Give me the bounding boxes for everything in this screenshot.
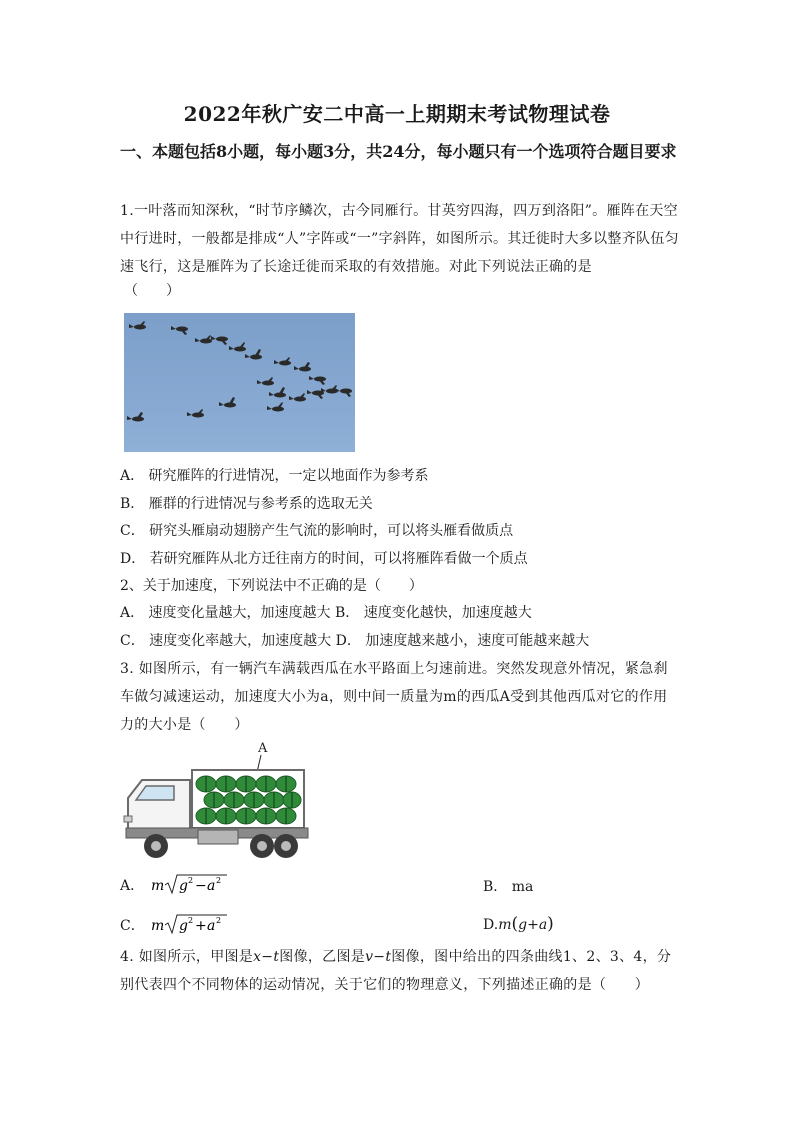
question-4-stem (120, 943, 680, 999)
svg-text:−: − (194, 878, 207, 894)
question-1-option-d: D． 若研究雁阵从北方迁往南方的时间，可以将雁阵看做一个质点 (120, 551, 528, 567)
exam-title: 2022年秋广安二中高一上期期末考试物理试卷 (183, 102, 611, 126)
question-3-option-a (120, 873, 229, 897)
question-1-blank: （ ） (124, 283, 180, 299)
question-3-stem: 3. 如图所示，有一辆汽车满载西瓜在水平路面上匀速前进。突然发现意外情况，紧急刹车做匀减速运动，加速度大小为a，则中间一质量为m的西瓜A受到其他西瓜对它的作用力的大小是（ ） (120, 661, 668, 733)
question-1-option-b: B． 雁群的行进情况与参考系的选取无关 (120, 496, 373, 512)
option-d-g: g (518, 917, 528, 933)
section-heading: 一、本题包括8小题，每小题3分，共24分，每小题只有一个选项符合题目要求 (120, 142, 677, 161)
truck-illustration (118, 738, 318, 863)
svg-text:m: m (151, 918, 165, 934)
question-1-stem: 1.一叶落而知深秋，“时节序鳞次，古今同雁行。甘英穷四海，四万到洛阳”。雁阵在天空中行进时，一般都是排成“人”字阵或“一”字斜阵，如图所示。其迁徙时大多以整齐队伍匀速飞行，这是雁阵为了长途迁徙而采取的有效措施。对此下列说法正确的是 (120, 203, 679, 275)
option-d-label: D. (483, 917, 499, 933)
question-1-option-a: A． 研究雁阵的行进情况，一定以地面作为参考系 (120, 468, 429, 484)
question-2-stem: 2、关于加速度，下列说法中不正确的是（ ） (120, 578, 423, 594)
question-1-option-c: C． 研究头雁扇动翅膀产生气流的影响时，可以将头雁看做质点 (120, 523, 514, 539)
option-d-a: a (538, 917, 548, 933)
question-3-option-b: B． ma (483, 879, 534, 895)
question-2-options-row-1: A． 速度变化量越大，加速度越大 B． 速度变化越快，加速度越大 (120, 605, 532, 621)
geese-flock-image (124, 313, 355, 452)
watermelon-truck-figure (118, 738, 318, 863)
q4-vt-label: v−t (365, 949, 392, 965)
question-3-option-c (120, 913, 229, 937)
question-3-option-d (483, 914, 554, 934)
option-d-plus: + (527, 917, 539, 933)
svg-text:m: m (150, 878, 164, 894)
option-d-rparen: ) (547, 914, 554, 934)
svg-text:a: a (206, 878, 215, 894)
option-c-label: C． (120, 918, 145, 934)
watermelon-a-label: A (258, 741, 268, 756)
q4-stem-part-3: 图像，图中给出的四条曲线1、2、3、4，分别代表四个不同物体的运动情况，关于它们的物理意义，下列描述正确的是（ ） (120, 949, 672, 993)
geese-photo (124, 313, 355, 452)
svg-text:+: + (195, 918, 207, 934)
question-2-options-row-2: C． 速度变化率越大，加速度越大 D． 加速度越来越小，速度可能越来越大 (120, 633, 590, 649)
q4-stem-part-2: 图像，乙图是 (279, 949, 366, 965)
option-c-formula (149, 913, 229, 937)
option-d-lparen: ( (511, 914, 519, 934)
svg-text:g: g (178, 878, 188, 894)
svg-text:2: 2 (187, 876, 193, 885)
option-a-label: A． (120, 878, 145, 894)
svg-text:g: g (179, 918, 189, 934)
option-a-formula (149, 873, 229, 897)
svg-text:2: 2 (215, 876, 221, 885)
svg-text:2: 2 (188, 916, 194, 925)
q4-stem-part-1: 4. 如图所示，甲图是 (120, 949, 254, 965)
q4-xt-label: x−t (253, 949, 280, 965)
svg-text:2: 2 (216, 916, 222, 925)
svg-text:a: a (207, 918, 216, 934)
option-d-m: m (498, 917, 512, 933)
